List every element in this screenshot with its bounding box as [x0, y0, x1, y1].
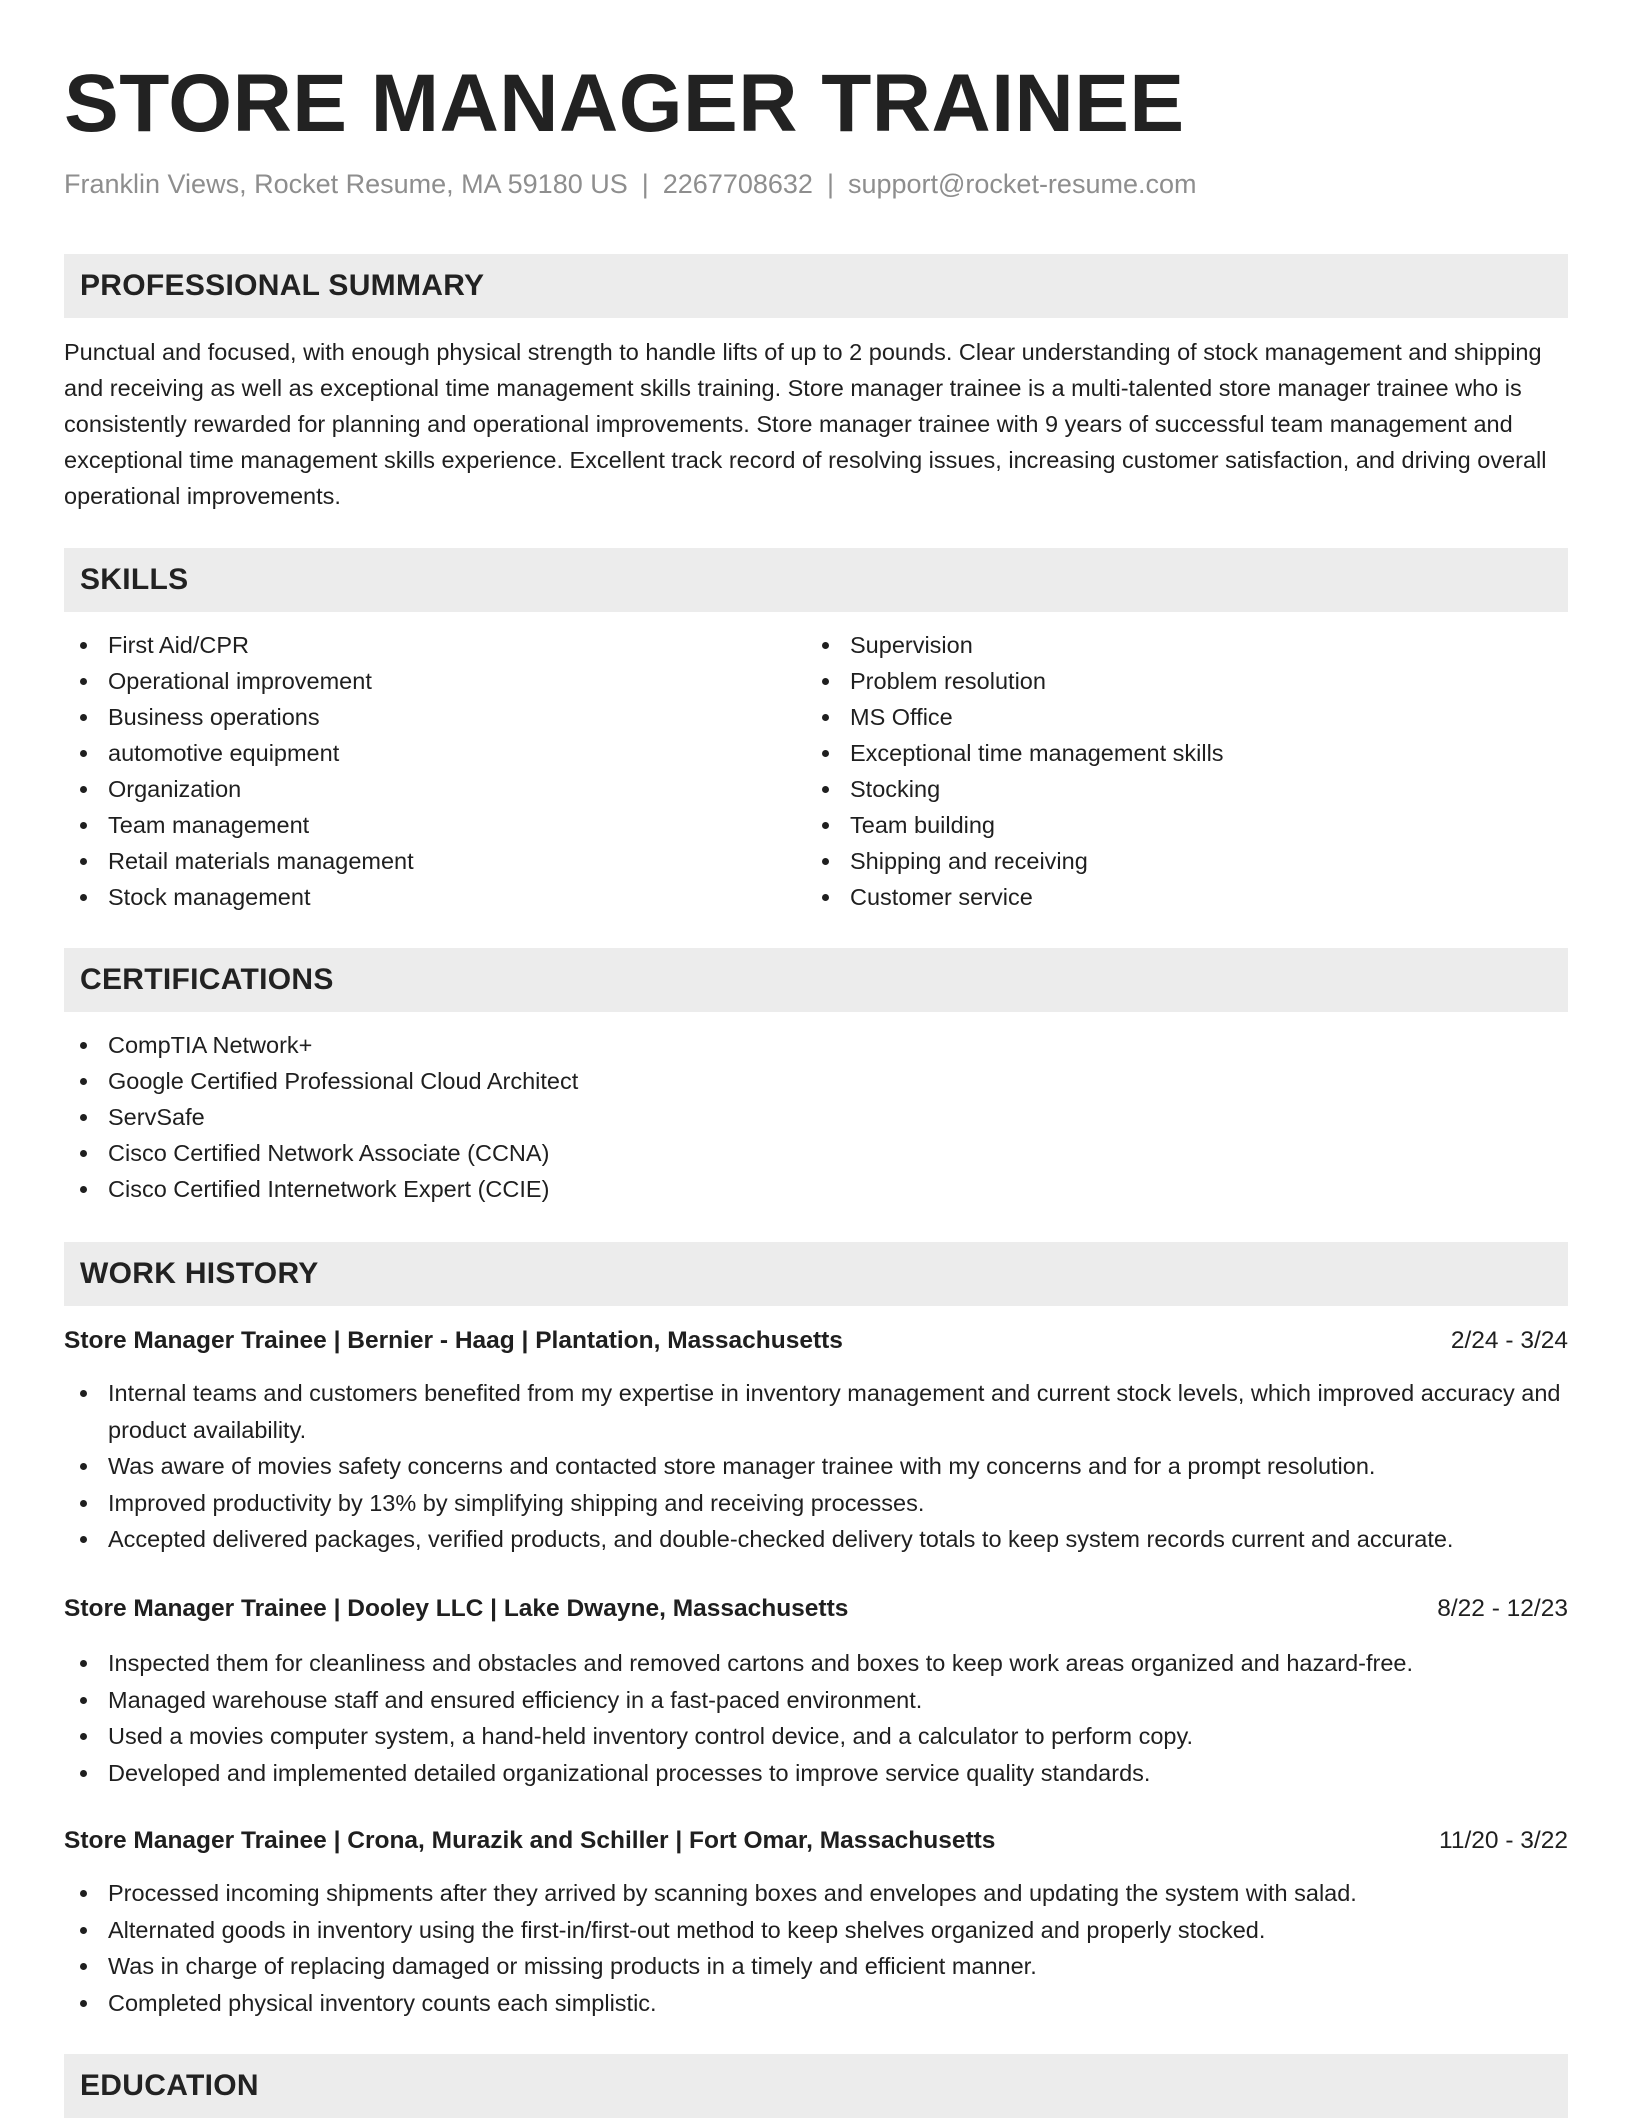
job-title: Store Manager Trainee | Crona, Murazik and Schiller | Fort Omar, Massachusetts [64, 1827, 996, 1854]
skill-item: Shipping and receiving [806, 843, 1566, 879]
job-bullet: Alternated goods in inventory using the first-in/first-out method to keep shelves organized and properly stocked. [64, 1912, 1568, 1949]
skill-item: Team management [64, 807, 804, 843]
job-bullet: Processed incoming shipments after they arrived by scanning boxes and envelopes and updating the system with salad. [64, 1875, 1568, 1912]
job-bullet: Was aware of movies safety concerns and contacted store manager trainee with my concerns and for a prompt resolution. [64, 1448, 1568, 1485]
job-title: Store Manager Trainee | Bernier - Haag | Plantation, Massachusetts [64, 1327, 843, 1354]
certification-item: CompTIA Network+ [64, 1027, 1568, 1063]
phone-text: 2267708632 [662, 169, 813, 199]
job-bullet: Completed physical inventory counts each simplistic. [64, 1985, 1568, 2022]
job-title: Store Manager Trainee | Dooley LLC | Lake Dwayne, Massachusetts [64, 1595, 849, 1622]
skill-item: First Aid/CPR [64, 627, 804, 663]
section-header-education: EDUCATION [64, 2054, 1568, 2118]
skills-list-left [64, 627, 804, 915]
skill-item: Stock management [64, 879, 804, 915]
certification-item: Cisco Certified Network Associate (CCNA) [64, 1135, 1568, 1171]
contact-separator: | [641, 169, 649, 199]
skill-item: Retail materials management [64, 843, 804, 879]
job-dates: 11/20 - 3/22 [1439, 1827, 1568, 1854]
skill-item: Organization [64, 771, 804, 807]
skill-item: Customer service [806, 879, 1566, 915]
job-bullets [64, 1645, 1568, 1791]
section-header-summary: PROFESSIONAL SUMMARY [64, 254, 1568, 318]
job-bullets [64, 1875, 1568, 2021]
job-bullet: Used a movies computer system, a hand-held inventory control device, and a calculator to perform copy. [64, 1718, 1568, 1755]
skill-item: Problem resolution [806, 663, 1566, 699]
section-header-work-history: WORK HISTORY [64, 1242, 1568, 1306]
job-heading [64, 1323, 1568, 1359]
job-dates: 8/22 - 12/23 [1437, 1595, 1568, 1622]
address-text: Franklin Views, Rocket Resume, MA 59180 US [64, 169, 628, 199]
email-link[interactable]: support@rocket-resume.com [847, 169, 1197, 199]
job-bullet: Improved productivity by 13% by simplifying shipping and receiving processes. [64, 1485, 1568, 1522]
certification-item: Cisco Certified Internetwork Expert (CCIE) [64, 1171, 1568, 1207]
skill-item: MS Office [806, 699, 1566, 735]
certification-item: ServSafe [64, 1099, 1568, 1135]
job-bullet: Internal teams and customers benefited from my expertise in inventory management and current stock levels, which improved accuracy and product availability. [64, 1375, 1568, 1448]
section-header-skills: SKILLS [64, 548, 1568, 612]
skill-item: Team building [806, 807, 1566, 843]
skill-item: Supervision [806, 627, 1566, 663]
contact-line [64, 166, 1196, 202]
skill-item: automotive equipment [64, 735, 804, 771]
certifications-list [64, 1027, 1568, 1207]
job-heading [64, 1591, 1568, 1627]
skill-item: Operational improvement [64, 663, 804, 699]
job-bullet: Was in charge of replacing damaged or missing products in a timely and efficient manner. [64, 1948, 1568, 1985]
section-header-certifications: CERTIFICATIONS [64, 948, 1568, 1012]
skill-item: Exceptional time management skills [806, 735, 1566, 771]
job-heading [64, 1823, 1568, 1859]
contact-separator: | [826, 169, 834, 199]
skills-list-right [806, 627, 1566, 915]
job-bullets [64, 1375, 1568, 1558]
job-bullet: Inspected them for cleanliness and obstacles and removed cartons and boxes to keep work areas organized and hazard-free. [64, 1645, 1568, 1682]
job-dates: 2/24 - 3/24 [1450, 1327, 1568, 1354]
job-bullet: Managed warehouse staff and ensured efficiency in a fast-paced environment. [64, 1682, 1568, 1719]
certification-item: Google Certified Professional Cloud Architect [64, 1063, 1568, 1099]
summary-text: Punctual and focused, with enough physical strength to handle lifts of up to 2 pounds. Clear understanding of stock management and shipping and receiving as well as exceptional time management skills training. Store manager trainee is a multi-talented store manager trainee who is consistently rewarded for planning and operational improvements. Store manager trainee with 9 years of successful team management and exceptional time management skills experience. Excellent track record of resolving issues, increasing customer satisfaction, and driving overall operational improvements. [64, 339, 1547, 509]
skill-item: Business operations [64, 699, 804, 735]
skill-item: Stocking [806, 771, 1566, 807]
page-title: STORE MANAGER TRAINEE [64, 58, 1185, 149]
job-bullet: Accepted delivered packages, verified products, and double-checked delivery totals to keep system records current and accurate. [64, 1521, 1568, 1558]
job-bullet: Developed and implemented detailed organizational processes to improve service quality standards. [64, 1755, 1568, 1792]
